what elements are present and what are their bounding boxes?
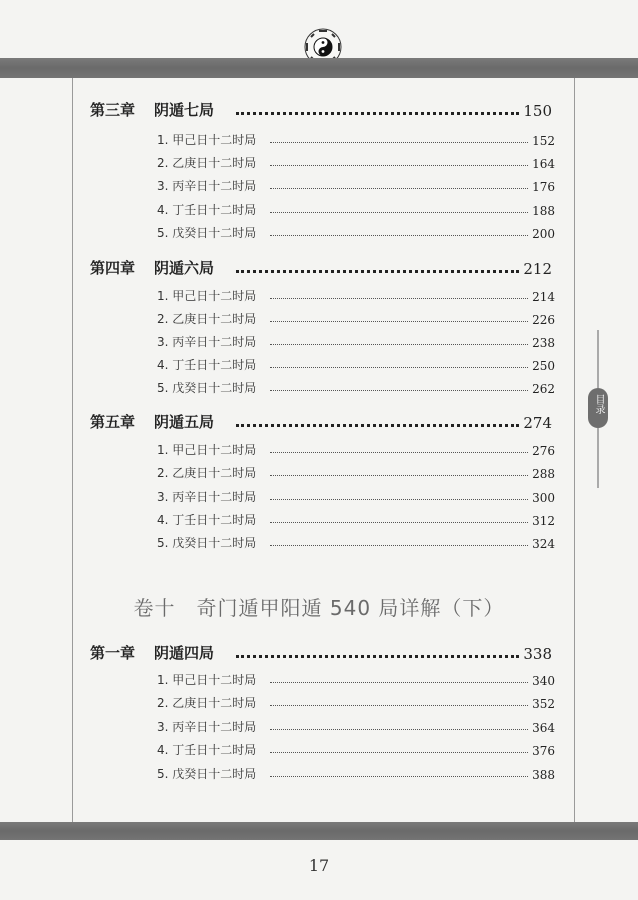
dot-leader [270,298,528,299]
item-page: 312 [532,514,555,528]
item-label: 3. 丙辛日十二时局 [157,490,257,504]
toc-item-row[interactable] [157,355,555,373]
frame-left-rule [72,78,73,822]
item-page: 340 [532,674,555,688]
header-band [0,58,638,78]
chapter-title: 阴遁六局 [154,259,215,277]
chapter-title: 阴遁四局 [154,644,215,662]
item-page: 324 [532,537,555,551]
item-label: 2. 乙庚日十二时局 [157,466,257,480]
item-label: 3. 丙辛日十二时局 [157,720,257,734]
toc-item-row[interactable] [157,286,555,304]
item-page: 176 [532,180,555,194]
chapter-page: 274 [523,414,552,432]
toc-chapter-row[interactable] [90,412,552,432]
item-label: 5. 戊癸日十二时局 [157,536,257,550]
chapter-title: 阴遁七局 [154,101,215,119]
dot-leader [270,452,528,453]
dot-leader [236,270,519,273]
dot-leader [270,390,528,391]
item-label: 2. 乙庚日十二时局 [157,156,257,170]
item-label: 3. 丙辛日十二时局 [157,335,257,349]
item-label: 1. 甲己日十二时局 [157,289,257,303]
toc-item-row[interactable] [157,153,555,171]
side-tab-label: 目录 [593,394,604,414]
dot-leader [270,142,528,143]
side-rule-bottom [597,428,599,488]
item-label: 3. 丙辛日十二时局 [157,179,257,193]
toc-item-row[interactable] [157,332,555,350]
dot-leader [270,522,528,523]
chapter-number: 第五章 [90,413,136,431]
item-label: 4. 丁壬日十二时局 [157,743,257,757]
chapter-number: 第四章 [90,259,136,277]
toc-item-row[interactable] [157,378,555,396]
toc-item-row[interactable] [157,533,555,551]
toc-chapter-row[interactable] [90,643,552,663]
chapter-page: 338 [523,645,552,663]
dot-leader [270,705,528,706]
item-label: 5. 戊癸日十二时局 [157,226,257,240]
item-page: 200 [532,227,555,241]
chapter-page: 212 [523,260,552,278]
item-page: 376 [532,744,555,758]
toc-item-row[interactable] [157,200,555,218]
dot-leader [270,367,528,368]
toc-item-row[interactable] [157,510,555,528]
toc-chapter-row[interactable] [90,258,552,278]
item-page: 364 [532,721,555,735]
toc-item-row[interactable] [157,740,555,758]
item-label: 4. 丁壬日十二时局 [157,513,257,527]
volume-title: 卷十 奇门遁甲阳遁 540 局详解（下） [133,596,505,620]
item-label: 1. 甲己日十二时局 [157,673,257,687]
dot-leader [270,235,528,236]
toc-item-row[interactable] [157,130,555,148]
item-label: 5. 戊癸日十二时局 [157,767,257,781]
dot-leader [236,424,519,427]
toc-item-row[interactable] [157,440,555,458]
item-page: 152 [532,134,555,148]
item-label: 5. 戊癸日十二时局 [157,381,257,395]
item-page: 214 [532,290,555,304]
footer-band [0,822,638,840]
toc-item-row[interactable] [157,693,555,711]
chapter-number: 第三章 [90,101,136,119]
frame-right-rule [574,78,575,822]
item-label: 1. 甲己日十二时局 [157,133,257,147]
dot-leader [270,682,528,683]
dot-leader [270,545,528,546]
page-number: 17 [308,856,330,875]
toc-chapter-row[interactable] [90,100,552,120]
toc-item-row[interactable] [157,670,555,688]
dot-leader [270,321,528,322]
toc-item-row[interactable] [157,223,555,241]
chapter-title: 阴遁五局 [154,413,215,431]
toc-item-row[interactable] [157,176,555,194]
item-label: 2. 乙庚日十二时局 [157,312,257,326]
item-label: 4. 丁壬日十二时局 [157,358,257,372]
dot-leader [270,729,528,730]
dot-leader [270,752,528,753]
item-label: 4. 丁壬日十二时局 [157,203,257,217]
item-label: 2. 乙庚日十二时局 [157,696,257,710]
item-page: 238 [532,336,555,350]
toc-item-row[interactable] [157,463,555,481]
item-label: 1. 甲己日十二时局 [157,443,257,457]
dot-leader [270,475,528,476]
toc-item-row[interactable] [157,764,555,782]
dot-leader [270,344,528,345]
dot-leader [236,655,519,658]
item-page: 388 [532,768,555,782]
item-page: 164 [532,157,555,171]
toc-item-row[interactable] [157,309,555,327]
toc-item-row[interactable] [157,717,555,735]
dot-leader [270,188,528,189]
item-page: 276 [532,444,555,458]
item-page: 250 [532,359,555,373]
chapter-number: 第一章 [90,644,136,662]
side-rule-top [597,330,599,388]
dot-leader [270,776,528,777]
item-page: 352 [532,697,555,711]
item-page: 300 [532,491,555,505]
toc-item-row[interactable] [157,487,555,505]
item-page: 188 [532,204,555,218]
item-page: 288 [532,467,555,481]
dot-leader [270,499,528,500]
item-page: 226 [532,313,555,327]
dot-leader [270,212,528,213]
item-page: 262 [532,382,555,396]
dot-leader [236,112,519,115]
dot-leader [270,165,528,166]
chapter-page: 150 [523,102,552,120]
side-tab-contents[interactable] [588,388,608,428]
